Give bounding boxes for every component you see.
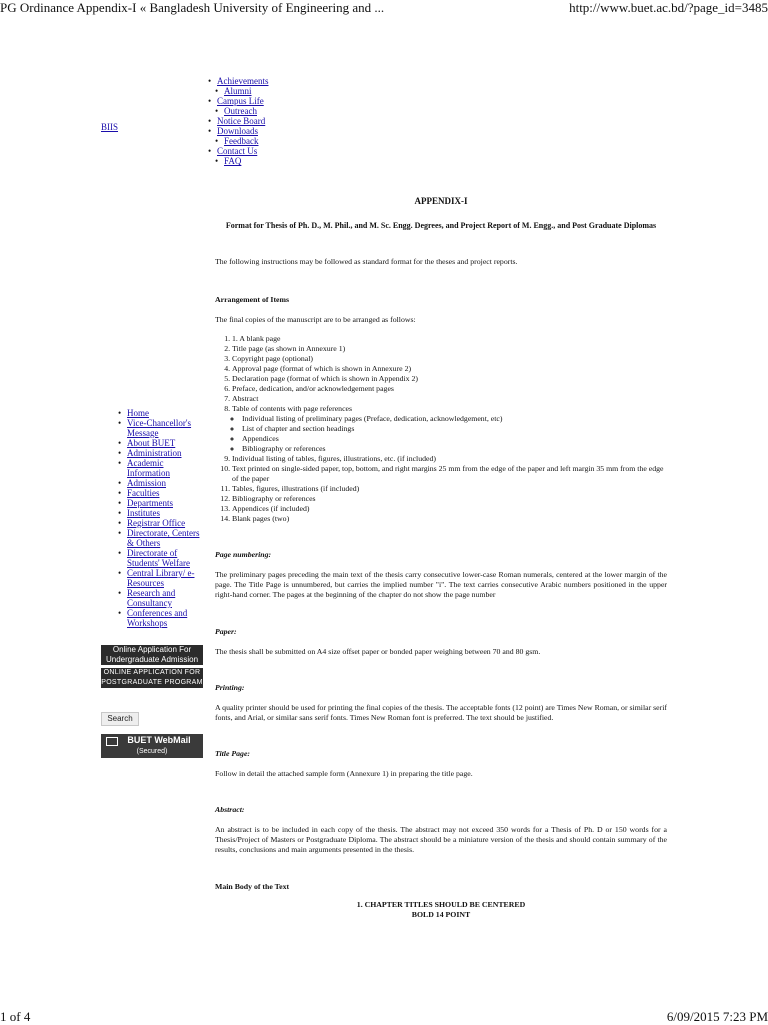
printing-heading: Printing: <box>215 683 245 692</box>
list-item <box>232 404 667 454</box>
side-nav-item <box>118 488 208 498</box>
central-library-link[interactable]: Central Library/ e-Resources <box>127 568 195 588</box>
main-body-heading: Main Body of the Text <box>215 882 290 891</box>
undergrad-admission-banner[interactable] <box>101 645 203 665</box>
outreach-link[interactable]: Outreach <box>224 106 257 116</box>
top-nav-item-contact-us <box>208 146 308 156</box>
page-title: APPENDIX-I <box>414 196 468 206</box>
list-item: 5. Declaration page (format of which is shown in Appendix 2) <box>232 374 667 384</box>
side-nav-item <box>118 438 208 448</box>
faq-link[interactable]: FAQ <box>224 156 242 166</box>
vc-message-link[interactable]: Vice-Chancellor's Message <box>127 418 192 438</box>
biis-link[interactable]: BIIS <box>101 122 119 132</box>
page-numbering-text: The preliminary pages preceding the main text of the thesis carry consecutive lower-case Roman numerals, centered at the lower margin of the page. The Title Page is unnumbered, but carries the implied number "i". The text carries consecutive Arabic numbers positioned in the upper right-hand corner. The pages at the beginning of the chapter do not show the page number <box>215 570 667 599</box>
list-item: 11. Tables, figures, illustrations (if included) <box>232 484 667 494</box>
registrar-office-link[interactable]: Registrar Office <box>127 518 186 528</box>
list-item: 9. Individual listing of tables, figures, illustrations, etc. (if included) <box>232 454 667 464</box>
print-header-url: http://www.buet.ac.bd/?page_id=3485 <box>569 0 768 15</box>
banner-line: ONLINE APPLICATION FOR <box>103 669 201 676</box>
side-nav-item <box>118 518 208 528</box>
list-item: 2. Title page (as shown in Annexure 1) <box>232 344 667 354</box>
campus-life-link[interactable]: Campus Life <box>217 96 264 106</box>
title-page-heading: Title Page: <box>215 749 250 758</box>
side-nav-item <box>118 458 208 478</box>
top-nav <box>208 76 308 166</box>
list-item: 4. Approval page (format of which is shown in Annexure 2) <box>232 364 667 374</box>
sublist-item: ◦ List of chapter and section headings <box>242 424 667 434</box>
webmail-secured-label: (Secured) <box>136 748 168 755</box>
side-nav-item <box>118 608 208 628</box>
downloads-link[interactable]: Downloads <box>217 126 258 136</box>
achievements-link[interactable]: Achievements <box>217 76 269 86</box>
side-nav-item <box>118 498 208 508</box>
banner-line: POSTGRADUATE PROGRAM <box>101 679 203 686</box>
postgrad-program-banner[interactable] <box>101 668 203 688</box>
departments-link[interactable]: Departments <box>127 498 173 508</box>
list-item: 13. Appendices (if included) <box>232 504 667 514</box>
sublist-item: ◦ Appendices <box>242 434 667 444</box>
printing-text: A quality printer should be used for printing the final copies of the thesis. The acceptable fonts (12 point) are Times New Roman, or similar serif fonts, and Arial, or similar sans serif fonts. Times New Roman font is preferred. The text should be justified. <box>215 703 667 722</box>
top-nav-item-faq <box>208 156 308 166</box>
intro-text: The following instructions may be followed as standard format for the theses and project reports. <box>215 257 518 266</box>
about-buet-link[interactable]: About BUET <box>127 438 176 448</box>
banner-line: Online Application For <box>112 645 192 654</box>
list-item: 7. Abstract <box>232 394 667 404</box>
print-header-title: PG Ordinance Appendix-I « Bangladesh University of Engineering and ... <box>0 0 385 15</box>
side-nav-item <box>118 448 208 458</box>
chapter-title-line: BOLD 14 POINT <box>411 910 471 919</box>
paper-heading: Paper: <box>215 627 237 636</box>
list-item: 12. Bibliography or references <box>232 494 667 504</box>
webmail-banner[interactable] <box>101 734 203 758</box>
toc-sublist <box>232 414 667 454</box>
list-item: 3. Copyright page (optional) <box>232 354 667 364</box>
chapter-title-line: 1. CHAPTER TITLES SHOULD BE CENTERED <box>356 900 526 909</box>
side-nav <box>118 408 208 628</box>
search-button[interactable]: Search <box>101 712 139 726</box>
print-footer-page: 1 of 4 <box>0 1009 31 1024</box>
banner-line: Undergraduate Admission <box>105 655 199 664</box>
notice-board-link[interactable]: Notice Board <box>217 116 266 126</box>
arrangement-list <box>215 334 667 524</box>
list-item: 6. Preface, dedication, and/or acknowledgement pages <box>232 384 667 394</box>
side-nav-item <box>118 418 208 438</box>
sublist-item: ◦ Bibliography or references <box>242 444 667 454</box>
list-item-label: Table of contents with page references <box>232 404 353 413</box>
top-nav-item-notice-board <box>208 116 308 126</box>
page-numbering-heading: Page numbering: <box>215 550 272 559</box>
alumni-link[interactable]: Alumni <box>224 86 252 96</box>
faculties-link[interactable]: Faculties <box>127 488 160 498</box>
academic-information-link[interactable]: Academic Information <box>127 458 170 478</box>
arrangement-heading: Arrangement of Items <box>215 295 290 304</box>
top-nav-item-achievements <box>208 76 308 86</box>
abstract-text: An abstract is to be included in each copy of the thesis. The abstract may not exceed 350 words for a Thesis of Ph. D or 150 words for a Thesis/Project of Masters or Postgraduate Diploma. The abstract should be a miniature version of the thesis and should contain summary of the results, conclusions and main arguments presented in the thesis. <box>215 825 667 854</box>
main-content <box>215 196 667 920</box>
side-nav-item <box>118 408 208 418</box>
top-nav-item-alumni <box>208 86 308 96</box>
top-nav-item-feedback <box>208 136 308 146</box>
side-nav-item <box>118 528 208 548</box>
list-item: 14. Blank pages (two) <box>232 514 667 524</box>
top-nav-item-outreach <box>208 106 308 116</box>
abstract-heading: Abstract: <box>215 805 245 814</box>
research-consultancy-link[interactable]: Research and Consultancy <box>127 588 176 608</box>
list-item: 1. 1. A blank page <box>232 334 667 344</box>
paper-text: The thesis shall be submitted on A4 size offset paper or bonded paper weighing between 70 and 80 gsm. <box>215 647 541 656</box>
top-nav-item-campus-life <box>208 96 308 106</box>
side-nav-item <box>118 568 208 588</box>
page-subtitle: Format for Thesis of Ph. D., M. Phil., and M. Sc. Engg. Degrees, and Project Report of M. Engg., and Post Graduate Diplomas <box>225 221 657 230</box>
side-nav-item <box>118 588 208 608</box>
side-nav-item <box>118 508 208 518</box>
institutes-link[interactable]: Institutes <box>127 508 160 518</box>
directorate-centers-link[interactable]: Directorate, Centers & Others <box>127 528 200 548</box>
title-page-text: Follow in detail the attached sample form (Annexure 1) in preparing the title page. <box>215 769 473 778</box>
list-item: 10. Text printed on single-sided paper, top, bottom, and right margins 25 mm from the edge of the paper and left margin 35 mm from the edge of the paper <box>232 464 667 484</box>
home-link[interactable]: Home <box>127 408 149 418</box>
admission-link[interactable]: Admission <box>127 478 167 488</box>
envelope-icon <box>106 737 118 746</box>
side-nav-item <box>118 548 208 568</box>
feedback-link[interactable]: Feedback <box>224 136 259 146</box>
side-nav-item <box>118 478 208 488</box>
conferences-workshops-link[interactable]: Conferences and Workshops <box>127 608 188 628</box>
arrangement-intro: The final copies of the manuscript are to be arranged as follows: <box>215 315 416 324</box>
students-welfare-link[interactable]: Directorate of Students' Welfare <box>127 548 190 568</box>
top-nav-item-downloads <box>208 126 308 136</box>
sublist-item: ◦ Individual listing of preliminary pages (Preface, dedication, acknowledgement, etc) <box>242 414 667 424</box>
administration-link[interactable]: Administration <box>127 448 182 458</box>
print-footer-datetime: 6/09/2015 7:23 PM <box>666 1009 768 1024</box>
webmail-title: BUET WebMail <box>127 735 191 745</box>
contact-us-link[interactable]: Contact Us <box>217 146 258 156</box>
